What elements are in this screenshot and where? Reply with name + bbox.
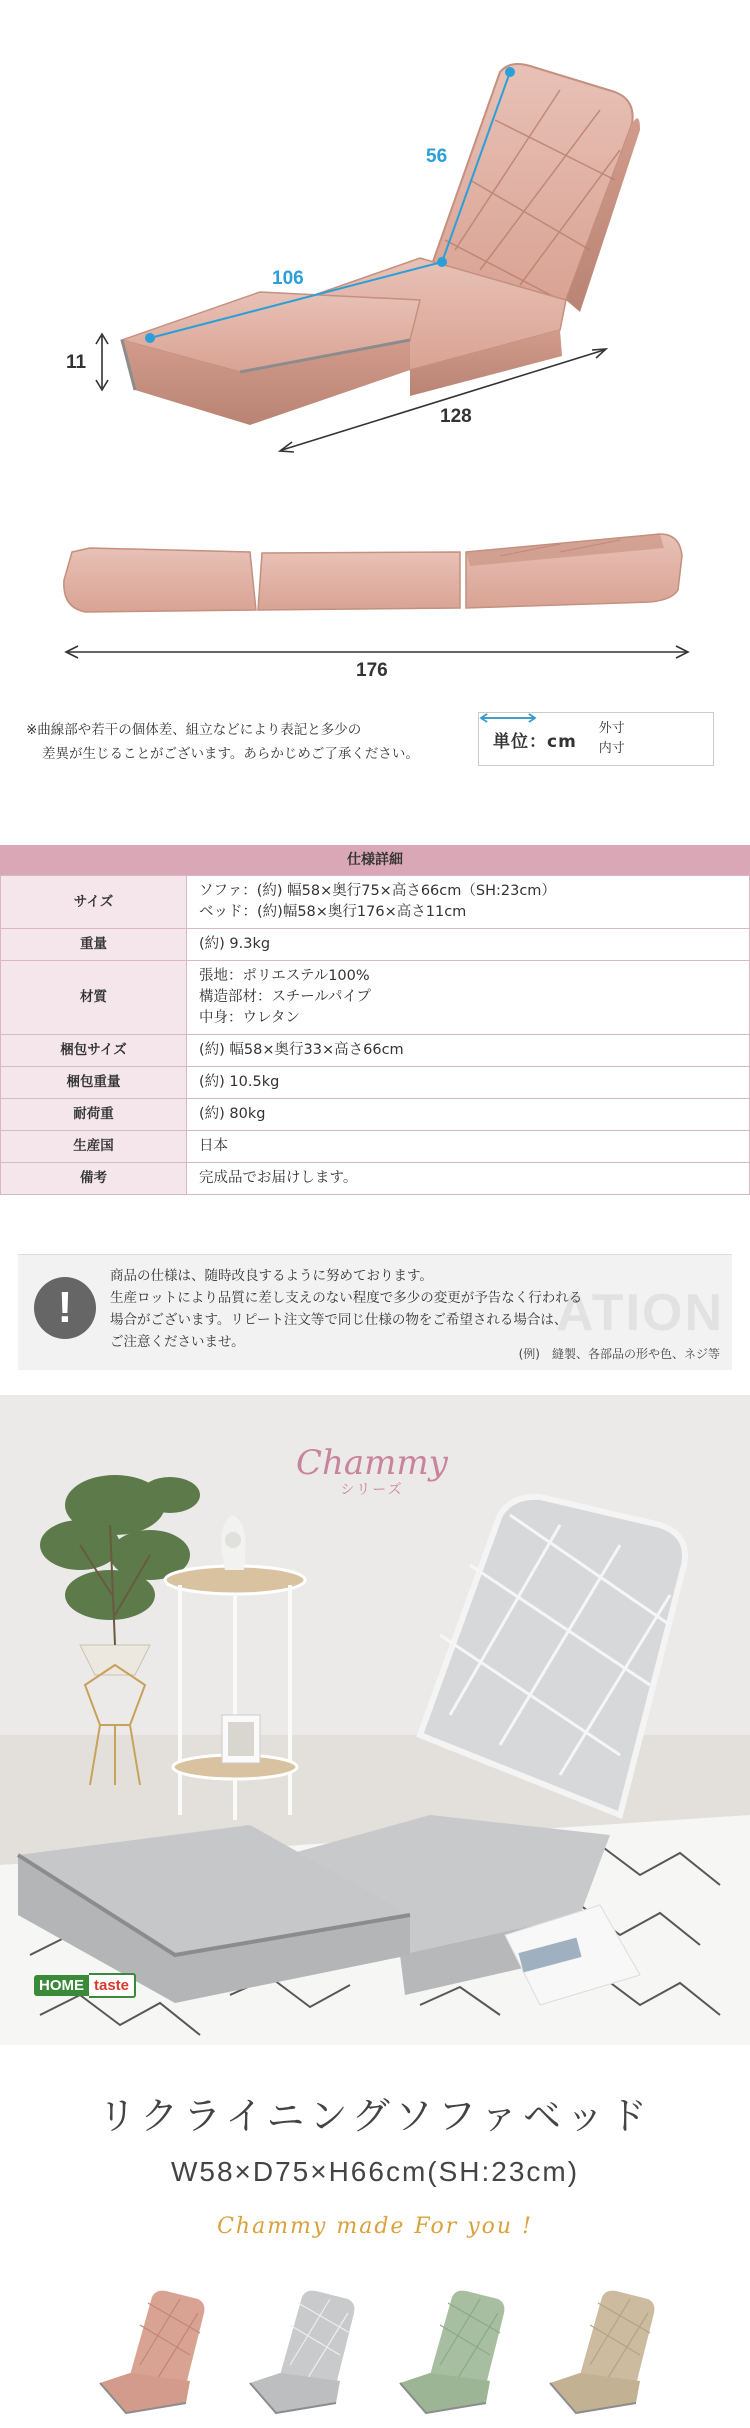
spec-value <box>187 929 750 961</box>
spec-value-line: (約) 80kg <box>199 1106 266 1122</box>
spec-title: 仕様詳細 <box>0 845 750 875</box>
spec-row <box>1 876 750 929</box>
bed-drawing <box>64 534 682 612</box>
brand-mark <box>296 1443 448 1499</box>
caution-line-3: 場合がございます。リピート注文等で同じ仕様の物をご希望される場合は、 <box>110 1312 568 1328</box>
spec-value-line: 日本 <box>199 1138 228 1154</box>
sofa-dimension-drawing <box>0 0 750 700</box>
product-photo <box>0 1395 750 2045</box>
inner-arrow-icon <box>479 713 537 723</box>
legend-inner-label: 内寸 <box>598 741 625 756</box>
spec-key: 耐荷重 <box>1 1099 187 1131</box>
caution-watermark: ATION <box>556 1284 724 1342</box>
caution-text <box>110 1265 650 1353</box>
swatch-beige <box>540 2285 670 2415</box>
product-tagline: Chammy made For you ! <box>217 2214 533 2239</box>
spec-row <box>1 1067 750 1099</box>
product-size: W58×D75×H66cm(SH:23cm) <box>170 2156 580 2187</box>
dim-seat-depth-inner: 106 <box>272 268 304 289</box>
spec-value-line: 張地：ポリエステル100% <box>199 968 370 984</box>
spec-key: 梱包重量 <box>1 1067 187 1099</box>
spec-value <box>187 1035 750 1067</box>
caution-line-2: 生産ロットにより品質に差し支えのない程度で多少の変更が予告なく行われる <box>110 1290 583 1306</box>
spec-value-line: (約) 幅58×奥行33×高さ66cm <box>199 1042 404 1058</box>
spec-key: 生産国 <box>1 1131 187 1163</box>
logo-taste: taste <box>89 1973 136 1998</box>
dim-bed-length: 176 <box>356 660 388 681</box>
spec-value <box>187 1131 750 1163</box>
spec-row <box>1 961 750 1035</box>
spec-row <box>1 1099 750 1131</box>
spec-value <box>187 1163 750 1195</box>
product-title: リクライニングソファベッド <box>97 2094 653 2138</box>
spec-value-line: (約) 9.3kg <box>199 936 271 952</box>
unit-legend <box>478 712 714 766</box>
brand-name: Chammy <box>296 1443 448 1483</box>
exclamation-icon: ! <box>34 1277 96 1339</box>
spec-table <box>0 875 750 1195</box>
dim-sofa-length: 128 <box>440 406 472 427</box>
spec-row <box>1 929 750 961</box>
legend-inner <box>599 739 625 759</box>
spec-key: 備考 <box>1 1163 187 1195</box>
spec-key: 重量 <box>1 929 187 961</box>
dim-back-height-inner: 56 <box>426 146 448 167</box>
spec-key: サイズ <box>1 876 187 929</box>
spec-value <box>187 1099 750 1131</box>
swatch-gray <box>240 2285 370 2415</box>
spec-row <box>1 1163 750 1195</box>
caution-example: (例) 縫製、各部品の形や色、ネジ等 <box>518 1347 720 1361</box>
unit-label: 単位：cm <box>493 731 577 752</box>
note-line-1: ※曲線部や若干の個体差、組立などにより表記と多少の <box>26 722 362 738</box>
spec-row <box>1 1035 750 1067</box>
swatch-pink <box>90 2285 220 2415</box>
caution-line-1: 商品の仕様は、随時改良するように努めております。 <box>110 1268 433 1284</box>
dim-seat-height: 11 <box>66 352 87 373</box>
spec-value <box>187 961 750 1035</box>
dimension-note <box>26 718 466 766</box>
spec-value-line: (約) 10.5kg <box>199 1074 280 1090</box>
product-title-block <box>0 2085 750 2239</box>
swatch-green <box>390 2285 520 2415</box>
color-variations <box>0 2285 750 2425</box>
note-line-2: 差異が生じることがございます。あらかじめご了承ください。 <box>42 746 419 762</box>
home-taste-logo <box>34 1973 136 1998</box>
sofa-drawing <box>122 64 640 425</box>
brand-series: シリーズ <box>340 1482 404 1498</box>
spec-key: 材質 <box>1 961 187 1035</box>
spec-value-line: 完成品でお届けします。 <box>199 1170 358 1186</box>
spec-value-line: ソファ：(約) 幅58×奥行75×高さ66cm（SH:23cm） <box>199 883 556 899</box>
dimension-illustration <box>0 0 750 800</box>
spec-value <box>187 1067 750 1099</box>
spec-value <box>187 876 750 929</box>
legend-outer <box>599 719 625 739</box>
spec-table-section <box>0 845 750 1195</box>
caution-line-4: ご注意くださいませ。 <box>110 1334 245 1350</box>
spec-row <box>1 1131 750 1163</box>
spec-key: 梱包サイズ <box>1 1035 187 1067</box>
logo-home: HOME <box>34 1975 89 1996</box>
legend-outer-label: 外寸 <box>598 721 625 736</box>
spec-value-line: 中身：ウレタン <box>199 1010 300 1026</box>
caution-box <box>18 1254 732 1370</box>
spec-value-line: 構造部材：スチールパイプ <box>199 989 371 1005</box>
spec-value-line: ベッド：(約)幅58×奥行176×高さ11cm <box>199 904 467 920</box>
legend <box>599 719 625 759</box>
